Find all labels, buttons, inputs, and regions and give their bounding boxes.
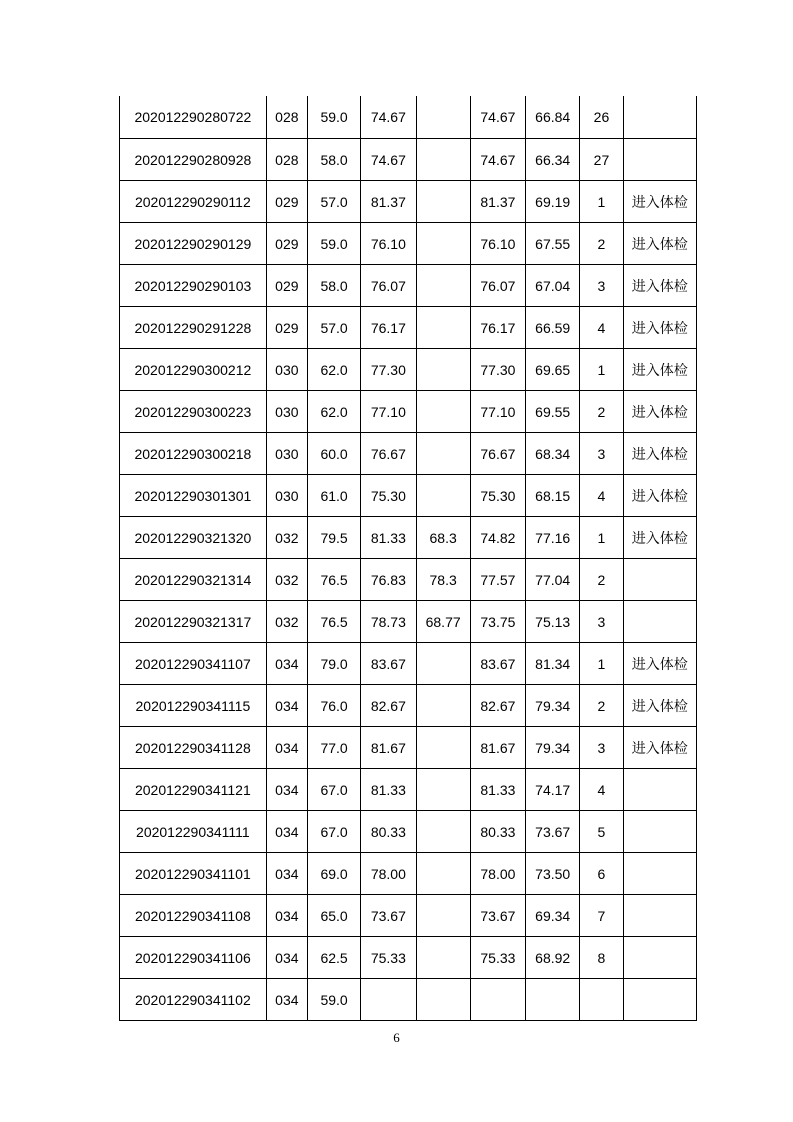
rank-cell: 3: [580, 433, 623, 475]
skill-score-cell: [416, 811, 470, 853]
total-score-cell: 73.67: [526, 811, 580, 853]
skill-score-cell: [416, 895, 470, 937]
table-row: [120, 391, 697, 433]
total-score-cell: 66.34: [526, 139, 580, 181]
composite-score-cell: 76.17: [470, 307, 525, 349]
table-row: [120, 139, 697, 181]
remark-cell: [623, 979, 696, 1021]
written-score-cell: 59.0: [307, 96, 360, 139]
remark-cell: 进入体检: [623, 475, 696, 517]
table-row: [120, 433, 697, 475]
table-row: [120, 223, 697, 265]
composite-score-cell: [470, 979, 525, 1021]
position-code-cell: 034: [266, 895, 307, 937]
written-score-cell: 60.0: [307, 433, 360, 475]
interview-score-cell: 76.67: [361, 433, 416, 475]
candidate-id-cell: 202012290290103: [120, 265, 267, 307]
position-code-cell: 030: [266, 433, 307, 475]
rank-cell: 2: [580, 391, 623, 433]
interview-score-cell: 81.37: [361, 181, 416, 223]
composite-score-cell: 75.30: [470, 475, 525, 517]
score-table: [119, 96, 697, 1021]
written-score-cell: 59.0: [307, 223, 360, 265]
interview-score-cell: 78.00: [361, 853, 416, 895]
candidate-id-cell: 202012290341121: [120, 769, 267, 811]
position-code-cell: 034: [266, 727, 307, 769]
table-row: [120, 601, 697, 643]
interview-score-cell: [361, 979, 416, 1021]
skill-score-cell: [416, 853, 470, 895]
position-code-cell: 034: [266, 937, 307, 979]
interview-score-cell: 75.30: [361, 475, 416, 517]
total-score-cell: 75.13: [526, 601, 580, 643]
skill-score-cell: [416, 223, 470, 265]
table-body: [120, 96, 697, 1021]
candidate-id-cell: 202012290291228: [120, 307, 267, 349]
skill-score-cell: [416, 307, 470, 349]
candidate-id-cell: 202012290341108: [120, 895, 267, 937]
skill-score-cell: 68.3: [416, 517, 470, 559]
candidate-id-cell: 202012290341101: [120, 853, 267, 895]
position-code-cell: 034: [266, 643, 307, 685]
total-score-cell: 68.92: [526, 937, 580, 979]
table-row: [120, 685, 697, 727]
total-score-cell: 79.34: [526, 727, 580, 769]
written-score-cell: 58.0: [307, 139, 360, 181]
interview-score-cell: 77.10: [361, 391, 416, 433]
rank-cell: 1: [580, 181, 623, 223]
interview-score-cell: 81.67: [361, 727, 416, 769]
interview-score-cell: 73.67: [361, 895, 416, 937]
remark-cell: [623, 853, 696, 895]
interview-score-cell: 74.67: [361, 96, 416, 139]
written-score-cell: 62.0: [307, 391, 360, 433]
skill-score-cell: 78.3: [416, 559, 470, 601]
composite-score-cell: 78.00: [470, 853, 525, 895]
candidate-id-cell: 202012290300218: [120, 433, 267, 475]
composite-score-cell: 74.82: [470, 517, 525, 559]
remark-cell: 进入体检: [623, 181, 696, 223]
total-score-cell: 68.15: [526, 475, 580, 517]
composite-score-cell: 77.30: [470, 349, 525, 391]
remark-cell: [623, 139, 696, 181]
composite-score-cell: 82.67: [470, 685, 525, 727]
table-row: [120, 979, 697, 1021]
interview-score-cell: 82.67: [361, 685, 416, 727]
rank-cell: 27: [580, 139, 623, 181]
composite-score-cell: 81.33: [470, 769, 525, 811]
table-row: [120, 853, 697, 895]
rank-cell: 3: [580, 601, 623, 643]
candidate-id-cell: 202012290341106: [120, 937, 267, 979]
table-row: [120, 181, 697, 223]
written-score-cell: 67.0: [307, 811, 360, 853]
rank-cell: 26: [580, 96, 623, 139]
position-code-cell: 034: [266, 811, 307, 853]
position-code-cell: 032: [266, 601, 307, 643]
skill-score-cell: [416, 433, 470, 475]
table-row: [120, 769, 697, 811]
interview-score-cell: 81.33: [361, 517, 416, 559]
rank-cell: 2: [580, 559, 623, 601]
table-row: [120, 895, 697, 937]
composite-score-cell: 77.57: [470, 559, 525, 601]
remark-cell: 进入体检: [623, 433, 696, 475]
total-score-cell: 69.34: [526, 895, 580, 937]
position-code-cell: 028: [266, 139, 307, 181]
candidate-id-cell: 202012290290129: [120, 223, 267, 265]
table-row: [120, 727, 697, 769]
total-score-cell: 66.59: [526, 307, 580, 349]
position-code-cell: 032: [266, 559, 307, 601]
skill-score-cell: [416, 265, 470, 307]
position-code-cell: 029: [266, 223, 307, 265]
skill-score-cell: [416, 181, 470, 223]
table-row: [120, 517, 697, 559]
table-row: [120, 96, 697, 139]
composite-score-cell: 76.67: [470, 433, 525, 475]
rank-cell: 3: [580, 727, 623, 769]
composite-score-cell: 76.10: [470, 223, 525, 265]
candidate-id-cell: 202012290280722: [120, 96, 267, 139]
composite-score-cell: 75.33: [470, 937, 525, 979]
total-score-cell: 68.34: [526, 433, 580, 475]
composite-score-cell: 76.07: [470, 265, 525, 307]
composite-score-cell: 81.67: [470, 727, 525, 769]
written-score-cell: 76.5: [307, 559, 360, 601]
remark-cell: [623, 937, 696, 979]
skill-score-cell: [416, 937, 470, 979]
position-code-cell: 030: [266, 391, 307, 433]
candidate-id-cell: 202012290341107: [120, 643, 267, 685]
table-row: [120, 559, 697, 601]
skill-score-cell: [416, 349, 470, 391]
composite-score-cell: 73.75: [470, 601, 525, 643]
remark-cell: 进入体检: [623, 265, 696, 307]
total-score-cell: 69.55: [526, 391, 580, 433]
remark-cell: [623, 769, 696, 811]
table-row: [120, 475, 697, 517]
skill-score-cell: [416, 139, 470, 181]
table-row: [120, 307, 697, 349]
candidate-id-cell: 202012290341115: [120, 685, 267, 727]
composite-score-cell: 74.67: [470, 96, 525, 139]
skill-score-cell: 68.77: [416, 601, 470, 643]
remark-cell: 进入体检: [623, 223, 696, 265]
position-code-cell: 028: [266, 96, 307, 139]
position-code-cell: 034: [266, 979, 307, 1021]
rank-cell: 1: [580, 517, 623, 559]
composite-score-cell: 83.67: [470, 643, 525, 685]
position-code-cell: 030: [266, 475, 307, 517]
candidate-id-cell: 202012290321314: [120, 559, 267, 601]
remark-cell: 进入体检: [623, 349, 696, 391]
position-code-cell: 034: [266, 853, 307, 895]
total-score-cell: 69.65: [526, 349, 580, 391]
candidate-id-cell: 202012290321320: [120, 517, 267, 559]
table-row: [120, 937, 697, 979]
written-score-cell: 69.0: [307, 853, 360, 895]
position-code-cell: 032: [266, 517, 307, 559]
written-score-cell: 62.0: [307, 349, 360, 391]
interview-score-cell: 81.33: [361, 769, 416, 811]
position-code-cell: 029: [266, 265, 307, 307]
remark-cell: 进入体检: [623, 643, 696, 685]
skill-score-cell: [416, 475, 470, 517]
interview-score-cell: 83.67: [361, 643, 416, 685]
rank-cell: 4: [580, 475, 623, 517]
table-row: [120, 265, 697, 307]
total-score-cell: 67.55: [526, 223, 580, 265]
candidate-id-cell: 202012290300212: [120, 349, 267, 391]
skill-score-cell: [416, 643, 470, 685]
written-score-cell: 76.5: [307, 601, 360, 643]
position-code-cell: 029: [266, 181, 307, 223]
total-score-cell: [526, 979, 580, 1021]
interview-score-cell: 75.33: [361, 937, 416, 979]
total-score-cell: 77.16: [526, 517, 580, 559]
written-score-cell: 67.0: [307, 769, 360, 811]
table-row: [120, 811, 697, 853]
rank-cell: 4: [580, 307, 623, 349]
total-score-cell: 66.84: [526, 96, 580, 139]
skill-score-cell: [416, 979, 470, 1021]
written-score-cell: 58.0: [307, 265, 360, 307]
total-score-cell: 77.04: [526, 559, 580, 601]
rank-cell: 8: [580, 937, 623, 979]
written-score-cell: 79.5: [307, 517, 360, 559]
candidate-id-cell: 202012290300223: [120, 391, 267, 433]
position-code-cell: 029: [266, 307, 307, 349]
rank-cell: [580, 979, 623, 1021]
composite-score-cell: 80.33: [470, 811, 525, 853]
total-score-cell: 79.34: [526, 685, 580, 727]
composite-score-cell: 74.67: [470, 139, 525, 181]
candidate-id-cell: 202012290341111: [120, 811, 267, 853]
rank-cell: 1: [580, 643, 623, 685]
interview-score-cell: 76.10: [361, 223, 416, 265]
table-row: [120, 643, 697, 685]
composite-score-cell: 81.37: [470, 181, 525, 223]
remark-cell: [623, 96, 696, 139]
rank-cell: 2: [580, 223, 623, 265]
total-score-cell: 67.04: [526, 265, 580, 307]
written-score-cell: 77.0: [307, 727, 360, 769]
rank-cell: 6: [580, 853, 623, 895]
page-number: 6: [393, 1030, 400, 1045]
interview-score-cell: 77.30: [361, 349, 416, 391]
candidate-id-cell: 202012290301301: [120, 475, 267, 517]
written-score-cell: 62.5: [307, 937, 360, 979]
written-score-cell: 76.0: [307, 685, 360, 727]
remark-cell: 进入体检: [623, 685, 696, 727]
rank-cell: 1: [580, 349, 623, 391]
remark-cell: [623, 601, 696, 643]
skill-score-cell: [416, 685, 470, 727]
interview-score-cell: 74.67: [361, 139, 416, 181]
interview-score-cell: 76.83: [361, 559, 416, 601]
rank-cell: 2: [580, 685, 623, 727]
written-score-cell: 61.0: [307, 475, 360, 517]
composite-score-cell: 73.67: [470, 895, 525, 937]
written-score-cell: 57.0: [307, 181, 360, 223]
candidate-id-cell: 202012290341128: [120, 727, 267, 769]
total-score-cell: 74.17: [526, 769, 580, 811]
composite-score-cell: 77.10: [470, 391, 525, 433]
candidate-id-cell: 202012290290112: [120, 181, 267, 223]
table-row: [120, 349, 697, 391]
rank-cell: 3: [580, 265, 623, 307]
remark-cell: [623, 895, 696, 937]
interview-score-cell: 76.17: [361, 307, 416, 349]
remark-cell: 进入体检: [623, 307, 696, 349]
skill-score-cell: [416, 96, 470, 139]
interview-score-cell: 76.07: [361, 265, 416, 307]
total-score-cell: 69.19: [526, 181, 580, 223]
remark-cell: [623, 811, 696, 853]
position-code-cell: 034: [266, 769, 307, 811]
total-score-cell: 81.34: [526, 643, 580, 685]
candidate-id-cell: 202012290280928: [120, 139, 267, 181]
skill-score-cell: [416, 769, 470, 811]
rank-cell: 7: [580, 895, 623, 937]
skill-score-cell: [416, 727, 470, 769]
remark-cell: 进入体检: [623, 517, 696, 559]
interview-score-cell: 80.33: [361, 811, 416, 853]
skill-score-cell: [416, 391, 470, 433]
rank-cell: 5: [580, 811, 623, 853]
written-score-cell: 79.0: [307, 643, 360, 685]
remark-cell: 进入体检: [623, 391, 696, 433]
total-score-cell: 73.50: [526, 853, 580, 895]
remark-cell: [623, 559, 696, 601]
position-code-cell: 034: [266, 685, 307, 727]
interview-score-cell: 78.73: [361, 601, 416, 643]
position-code-cell: 030: [266, 349, 307, 391]
candidate-id-cell: 202012290321317: [120, 601, 267, 643]
written-score-cell: 57.0: [307, 307, 360, 349]
written-score-cell: 65.0: [307, 895, 360, 937]
remark-cell: 进入体检: [623, 727, 696, 769]
rank-cell: 4: [580, 769, 623, 811]
candidate-id-cell: 202012290341102: [120, 979, 267, 1021]
written-score-cell: 59.0: [307, 979, 360, 1021]
